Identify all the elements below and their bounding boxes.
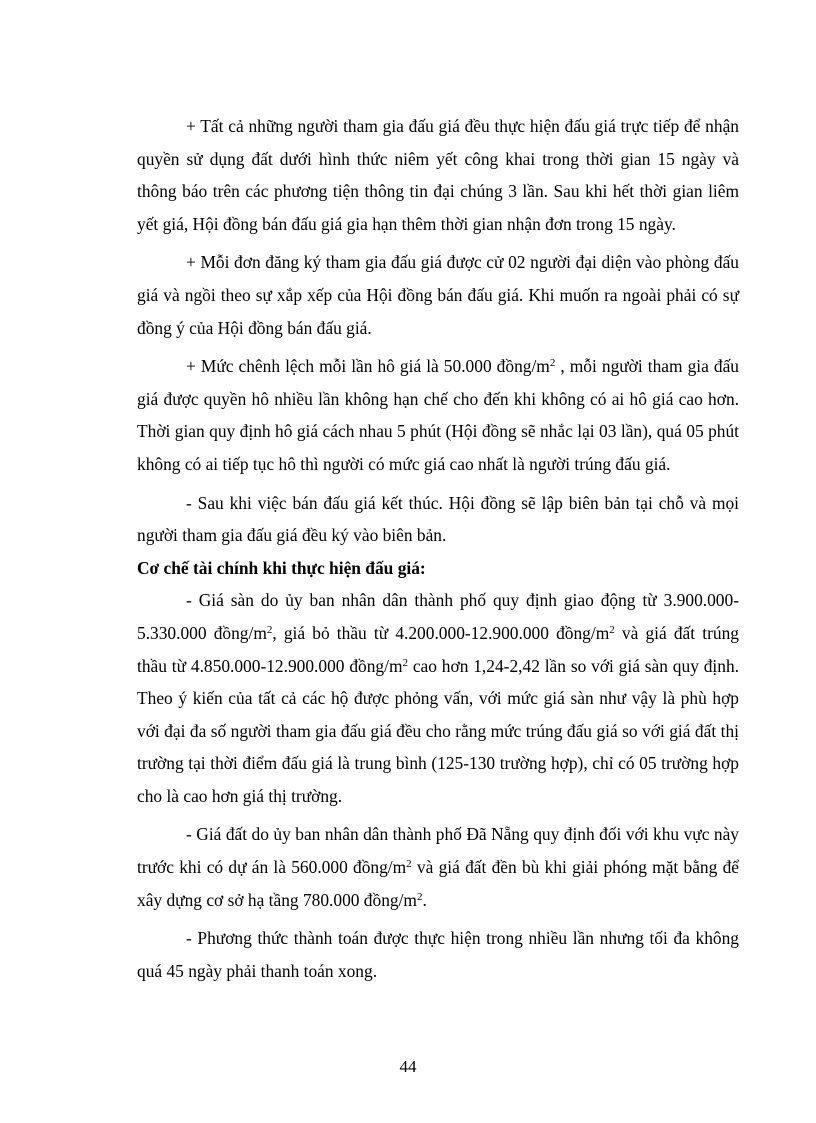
section-heading: Cơ chế tài chính khi thực hiện đấu giá:	[137, 557, 426, 578]
paragraph-bid-increment	[137, 350, 739, 480]
text-segment: - Giá sàn do ủy ban nhân dân thành phố quy định giao động từ 3.900.000-5.330.000 đồng/m	[137, 590, 739, 643]
superscript: 2	[402, 656, 408, 669]
paragraph-auction-direct: + Tất cả những người tham gia đấu giá đều thực hiện đấu giá trực tiếp để nhận quyền sử dụng đất dưới hình thức niêm yết công khai trong thời gian 15 ngày và thông báo trên các phương tiện thông tin đại chúng 3 lần. Sau khi hết thời gian liêm yết giá, Hội đồng bán đấu giá gia hạn thêm thời gian nhận đơn trong 15 ngày.	[137, 116, 739, 234]
text-segment: và giá đất đền bù khi giải phóng mặt bằng để xây dựng cơ sở hạ tầng 780.000 đồng/m	[137, 857, 740, 910]
paragraph-auction-closing: - Sau khi việc bán đấu giá kết thúc. Hội đồng sẽ lập biên bản tại chỗ và mọi người tham gia đấu giá đều ký vào biên bản.	[137, 492, 739, 546]
superscript: 2	[549, 357, 556, 370]
text-segment: , mỗi người tham gia đấu giá được quyền hô nhiều lần không hạn chế cho đến khi không có ai hô giá cao hơn. Thời gian quy định hô giá cách nhau 5 phút (Hội đồng sẽ nhắc lại 03 lần), quá 05 phút không có ai tiếp tục hô thì người có mức giá cao nhất là người trúng đấu giá.	[137, 356, 739, 474]
superscript: 2	[416, 890, 423, 903]
text-segment: .	[422, 889, 427, 910]
superscript: 2	[266, 623, 273, 636]
paragraph-payment-method: - Phương thức thành toán được thực hiện trong nhiều lần nhưng tối đa không quá 45 ngày phải thanh toán xong.	[137, 928, 739, 981]
paragraph-floor-price	[137, 584, 739, 812]
text-segment: và giá đất trúng thầu từ 4.850.000-12.900.000 đồng/m	[137, 622, 739, 676]
paragraph-land-price	[137, 818, 739, 916]
paragraph-auction-representatives: + Mỗi đơn đăng ký tham gia đấu giá được cử 02 người đại diện vào phòng đấu giá và ngồi theo sự xắp xếp của Hội đồng bán đấu giá. Khi muốn ra ngoài phải có sự đồng ý của Hội đồng bán đấu giá.	[137, 252, 739, 338]
text-segment: , giá bỏ thầu từ 4.200.000-12.900.000 đồng/m	[272, 622, 610, 643]
superscript: 2	[406, 858, 412, 871]
superscript: 2	[609, 623, 615, 636]
text-segment: cao hơn 1,24-2,42 lần so với giá sàn quy định. Theo ý kiến của tất cả các hộ được phỏng vấn, với mức giá sàn như vậy là phù hợp với đại đa số người tham gia đấu giá đều cho rằng mức trúng đấu giá so với giá đất thị trường tại thời điểm đấu giá là trung bình (125-130 trường hợp), chỉ có 05 trường hợp cho là cao hơn giá thị trường.	[137, 655, 739, 806]
page-number: 44	[399, 1057, 417, 1076]
document-body	[137, 110, 739, 987]
text-segment: - Giá đất do ủy ban nhân dân thành phố Đã Nẵng quy định đối với khu vực này trước khi có dự án là 560.000 đồng/m	[137, 824, 739, 878]
text-segment: + Mức chênh lệch mỗi lần hô giá là 50.000 đồng/m	[186, 356, 550, 377]
